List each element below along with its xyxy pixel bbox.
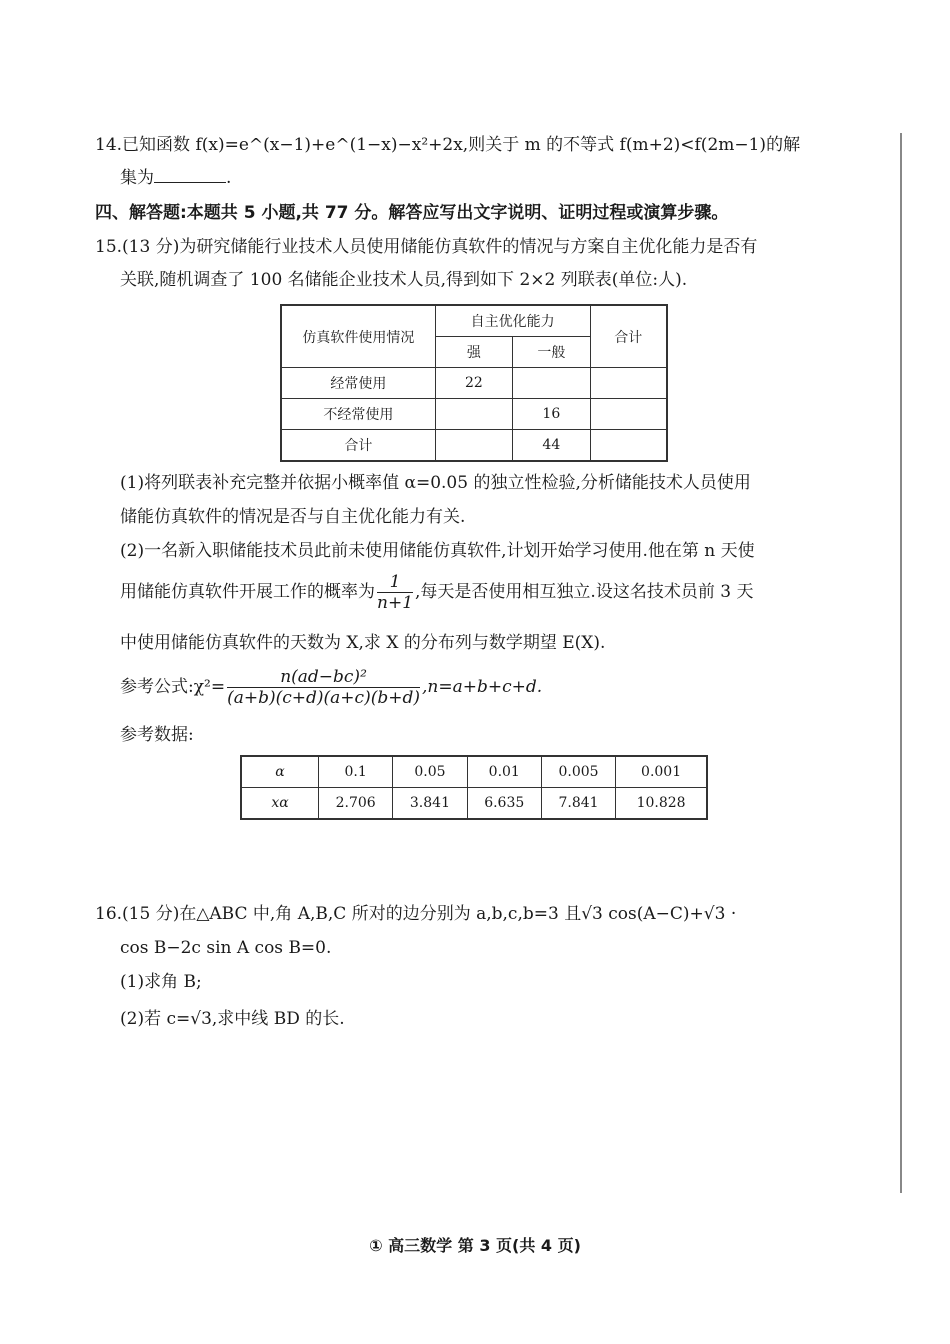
q16-line2: cos B−2c sin A cos B=0. [120, 938, 332, 958]
row-label: 不经常使用 [281, 399, 435, 430]
cell [435, 399, 512, 430]
q15-part2-text-a: 用储能仿真软件开展工作的概率为 [120, 582, 375, 602]
formula-label: 参考公式:χ²= [120, 677, 226, 697]
q15-part1-line2: 储能仿真软件的情况是否与自主优化能力有关. [120, 507, 466, 527]
formula-tail: ,n=a+b+c+d. [421, 677, 543, 697]
cell: 7.841 [541, 788, 615, 820]
chi-square-fraction [227, 667, 420, 708]
q15-line1: 15.(13 分)为研究储能行业技术人员使用储能仿真软件的情况与方案自主优化能力是否有 [95, 237, 758, 257]
cell: 3.841 [393, 788, 467, 820]
table-row [281, 399, 667, 430]
cell: 0.1 [319, 756, 393, 788]
q15-line2: 关联,随机调查了 100 名储能企业技术人员,得到如下 2×2 列联表(单位:人). [120, 270, 688, 290]
table-row [281, 430, 667, 462]
cell: 6.635 [467, 788, 541, 820]
cell: 10.828 [616, 788, 707, 820]
q14-line2 [120, 166, 231, 190]
reference-formula [120, 667, 542, 708]
page-footer: ① 高三数学 第 3 页(共 4 页) [369, 1236, 581, 1255]
q15-part2-line1: (2)一名新入职储能技术员此前未使用储能仿真软件,计划开始学习使用.他在第 n 天使 [120, 541, 755, 561]
formula-numerator: n(ad−bc)² [227, 667, 420, 688]
q16-part1: (1)求角 B; [120, 972, 202, 992]
formula-denominator: (a+b)(c+d)(a+c)(b+d) [227, 688, 420, 708]
cell: 44 [513, 430, 590, 462]
row-label: 经常使用 [281, 368, 435, 399]
answer-blank [154, 166, 226, 183]
q14-line1: 14.已知函数 f(x)=e^(x−1)+e^(1−x)−x²+2x,则关于 m 的不等式 f(m+2)<f(2m−1)的解 [95, 135, 801, 155]
alpha-label: α [241, 756, 319, 788]
reference-data-table [240, 755, 708, 820]
contingency-table [280, 304, 668, 462]
cell: 22 [435, 368, 512, 399]
th-ability: 自主优化能力 [435, 305, 590, 337]
th-strong: 强 [435, 337, 512, 368]
cell: 0.05 [393, 756, 467, 788]
cell [590, 368, 667, 399]
reference-data-label: 参考数据: [120, 725, 194, 745]
th-total: 合计 [590, 305, 667, 368]
q16-line1: 16.(15 分)在△ABC 中,角 A,B,C 所对的边分别为 a,b,c,b=3 且√3 cos(A−C)+√3 · [95, 904, 737, 924]
cell: 0.005 [541, 756, 615, 788]
q15-part2-line3: 中使用储能仿真软件的天数为 X,求 X 的分布列与数学期望 E(X). [120, 633, 606, 653]
th-normal: 一般 [513, 337, 590, 368]
table-row [241, 756, 707, 788]
cell [513, 368, 590, 399]
cell [590, 430, 667, 462]
cell [590, 399, 667, 430]
th-use: 仿真软件使用情况 [281, 305, 435, 368]
q15-part1-line1: (1)将列联表补充完整并依据小概率值 α=0.05 的独立性检验,分析储能技术人员使用 [120, 473, 751, 493]
q14-line2-text: 集为 [120, 168, 154, 188]
margin-rule [900, 133, 902, 1193]
cell [435, 430, 512, 462]
q15-part2-text-b: ,每天是否使用相互独立.设这名技术员前 3 天 [415, 582, 754, 602]
x-alpha-label: xα [241, 788, 319, 820]
fraction-denominator: n+1 [377, 593, 414, 613]
table-row [281, 368, 667, 399]
row-label: 合计 [281, 430, 435, 462]
cell: 0.001 [616, 756, 707, 788]
q15-part2-line2 [120, 572, 753, 613]
table-row [241, 788, 707, 820]
q16-part2: (2)若 c=√3,求中线 BD 的长. [120, 1009, 345, 1029]
probability-fraction [377, 572, 413, 613]
q14-line2-end: . [226, 168, 232, 188]
fraction-numerator: 1 [377, 572, 413, 593]
section-4-heading: 四、解答题:本题共 5 小题,共 77 分。解答应写出文字说明、证明过程或演算步骤。 [95, 203, 729, 223]
cell: 0.01 [467, 756, 541, 788]
cell: 2.706 [319, 788, 393, 820]
cell: 16 [513, 399, 590, 430]
